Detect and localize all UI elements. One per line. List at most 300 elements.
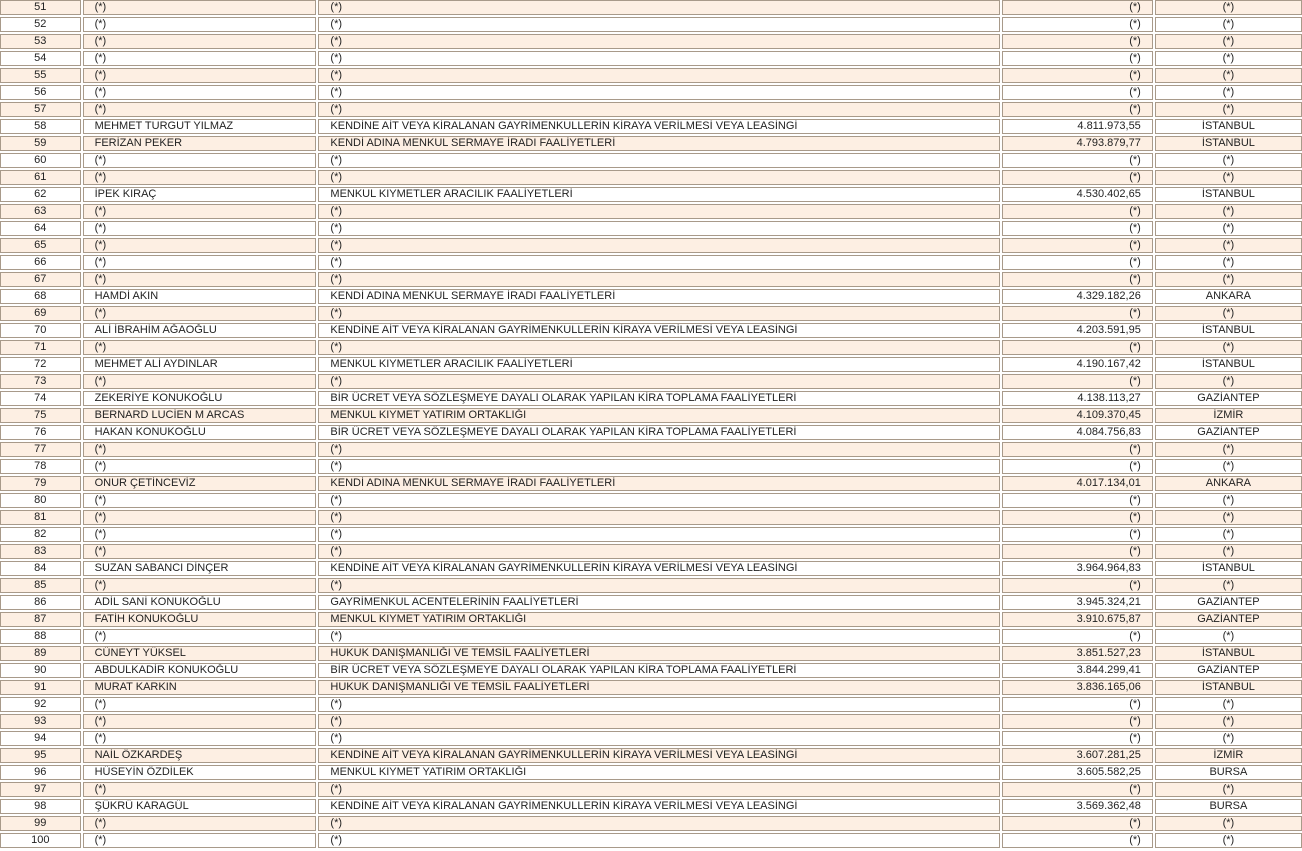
activity-cell: (*) xyxy=(318,255,999,270)
amount-cell: (*) xyxy=(1002,697,1153,712)
taxpayer-name-cell: (*) xyxy=(83,714,317,729)
activity-cell: MENKUL KIYMETLER ARACILIK FAALİYETLERİ xyxy=(318,357,999,372)
table-row xyxy=(0,697,1302,712)
city-cell: (*) xyxy=(1155,238,1302,253)
row-number-cell: 82 xyxy=(0,527,81,542)
taxpayer-name-cell: (*) xyxy=(83,17,317,32)
activity-cell: (*) xyxy=(318,493,999,508)
taxpayer-name-cell: (*) xyxy=(83,255,317,270)
activity-cell: BİR ÜCRET VEYA SÖZLEŞMEYE DAYALI OLARAK YAPILAN KİRA TOPLAMA FAALİYETLERİ xyxy=(318,391,999,406)
row-number-cell: 95 xyxy=(0,748,81,763)
city-cell: (*) xyxy=(1155,833,1302,848)
row-number-cell: 98 xyxy=(0,799,81,814)
amount-cell: (*) xyxy=(1002,17,1153,32)
row-number-cell: 83 xyxy=(0,544,81,559)
taxpayer-name-cell: (*) xyxy=(83,51,317,66)
amount-cell: 4.017.134,01 xyxy=(1002,476,1153,491)
taxpayer-name-cell: ZEKERİYE KONUKOĞLU xyxy=(83,391,317,406)
table-row xyxy=(0,561,1302,576)
taxpayer-name-cell: ABDULKADİR KONUKOĞLU xyxy=(83,663,317,678)
amount-cell: (*) xyxy=(1002,493,1153,508)
row-number-cell: 57 xyxy=(0,102,81,117)
row-number-cell: 53 xyxy=(0,34,81,49)
taxpayer-name-cell: (*) xyxy=(83,510,317,525)
taxpayer-name-cell: (*) xyxy=(83,442,317,457)
activity-cell: (*) xyxy=(318,578,999,593)
table-row xyxy=(0,408,1302,423)
activity-cell: (*) xyxy=(318,170,999,185)
city-cell: İZMİR xyxy=(1155,748,1302,763)
row-number-cell: 87 xyxy=(0,612,81,627)
activity-cell: MENKUL KIYMET YATIRIM ORTAKLIĞI xyxy=(318,408,999,423)
table-row xyxy=(0,357,1302,372)
city-cell: (*) xyxy=(1155,153,1302,168)
activity-cell: KENDİNE AİT VEYA KİRALANAN GAYRİMENKULLERİN KİRAYA VERİLMESİ VEYA LEASİNGİ xyxy=(318,323,999,338)
city-cell: İSTANBUL xyxy=(1155,187,1302,202)
taxpayer-name-cell: (*) xyxy=(83,527,317,542)
taxpayer-name-cell: (*) xyxy=(83,85,317,100)
taxpayer-name-cell: ADİL SANİ KONUKOĞLU xyxy=(83,595,317,610)
amount-cell: 4.793.879,77 xyxy=(1002,136,1153,151)
city-cell: ANKARA xyxy=(1155,289,1302,304)
table-row xyxy=(0,170,1302,185)
city-cell: (*) xyxy=(1155,221,1302,236)
row-number-cell: 76 xyxy=(0,425,81,440)
taxpayer-name-cell: (*) xyxy=(83,833,317,848)
amount-cell: (*) xyxy=(1002,714,1153,729)
row-number-cell: 84 xyxy=(0,561,81,576)
table-row xyxy=(0,578,1302,593)
table-row xyxy=(0,544,1302,559)
amount-cell: 3.945.324,21 xyxy=(1002,595,1153,610)
table-row xyxy=(0,833,1302,848)
city-cell: (*) xyxy=(1155,34,1302,49)
table-row xyxy=(0,816,1302,831)
table-row xyxy=(0,476,1302,491)
row-number-cell: 60 xyxy=(0,153,81,168)
amount-cell: (*) xyxy=(1002,0,1153,15)
taxpayer-name-cell: (*) xyxy=(83,697,317,712)
taxpayer-name-cell: (*) xyxy=(83,0,317,15)
taxpayer-name-cell: NAİL ÖZKARDEŞ xyxy=(83,748,317,763)
amount-cell: (*) xyxy=(1002,527,1153,542)
amount-cell: 3.851.527,23 xyxy=(1002,646,1153,661)
amount-cell: (*) xyxy=(1002,170,1153,185)
city-cell: GAZİANTEP xyxy=(1155,391,1302,406)
city-cell: (*) xyxy=(1155,527,1302,542)
row-number-cell: 81 xyxy=(0,510,81,525)
taxpayer-name-cell: (*) xyxy=(83,34,317,49)
table-row xyxy=(0,238,1302,253)
city-cell: (*) xyxy=(1155,255,1302,270)
activity-cell: (*) xyxy=(318,51,999,66)
city-cell: (*) xyxy=(1155,442,1302,457)
taxpayer-name-cell: ALİ İBRAHİM AĞAOĞLU xyxy=(83,323,317,338)
activity-cell: (*) xyxy=(318,340,999,355)
city-cell: (*) xyxy=(1155,17,1302,32)
table-row xyxy=(0,17,1302,32)
city-cell: (*) xyxy=(1155,374,1302,389)
table-row xyxy=(0,51,1302,66)
activity-cell: (*) xyxy=(318,0,999,15)
amount-cell: 4.811.973,55 xyxy=(1002,119,1153,134)
activity-cell: KENDİNE AİT VEYA KİRALANAN GAYRİMENKULLERİN KİRAYA VERİLMESİ VEYA LEASİNGİ xyxy=(318,799,999,814)
amount-cell: 3.844.299,41 xyxy=(1002,663,1153,678)
table-row xyxy=(0,187,1302,202)
amount-cell: (*) xyxy=(1002,578,1153,593)
table-row xyxy=(0,391,1302,406)
row-number-cell: 64 xyxy=(0,221,81,236)
amount-cell: 4.109.370,45 xyxy=(1002,408,1153,423)
row-number-cell: 78 xyxy=(0,459,81,474)
table-row xyxy=(0,765,1302,780)
activity-cell: (*) xyxy=(318,782,999,797)
row-number-cell: 86 xyxy=(0,595,81,610)
table-row xyxy=(0,493,1302,508)
table-row xyxy=(0,68,1302,83)
activity-cell: KENDİNE AİT VEYA KİRALANAN GAYRİMENKULLERİN KİRAYA VERİLMESİ VEYA LEASİNGİ xyxy=(318,119,999,134)
city-cell: (*) xyxy=(1155,68,1302,83)
city-cell: (*) xyxy=(1155,714,1302,729)
city-cell: GAZİANTEP xyxy=(1155,595,1302,610)
city-cell: GAZİANTEP xyxy=(1155,663,1302,678)
amount-cell: 4.084.756,83 xyxy=(1002,425,1153,440)
table-row xyxy=(0,714,1302,729)
table-row xyxy=(0,782,1302,797)
amount-cell: 4.203.591,95 xyxy=(1002,323,1153,338)
activity-cell: GAYRİMENKUL ACENTELERİNİN FAALİYETLERİ xyxy=(318,595,999,610)
row-number-cell: 66 xyxy=(0,255,81,270)
table-row xyxy=(0,595,1302,610)
activity-cell: (*) xyxy=(318,34,999,49)
row-number-cell: 67 xyxy=(0,272,81,287)
table-row xyxy=(0,255,1302,270)
activity-cell: (*) xyxy=(318,544,999,559)
row-number-cell: 97 xyxy=(0,782,81,797)
amount-cell: 3.910.675,87 xyxy=(1002,612,1153,627)
activity-cell: (*) xyxy=(318,833,999,848)
table-row xyxy=(0,731,1302,746)
table-row xyxy=(0,221,1302,236)
activity-cell: (*) xyxy=(318,153,999,168)
taxpayer-name-cell: ONUR ÇETİNCEVİZ xyxy=(83,476,317,491)
city-cell: (*) xyxy=(1155,459,1302,474)
activity-cell: (*) xyxy=(318,17,999,32)
table-row xyxy=(0,799,1302,814)
row-number-cell: 77 xyxy=(0,442,81,457)
amount-cell: (*) xyxy=(1002,238,1153,253)
city-cell: (*) xyxy=(1155,0,1302,15)
amount-cell: (*) xyxy=(1002,510,1153,525)
amount-cell: (*) xyxy=(1002,68,1153,83)
city-cell: (*) xyxy=(1155,340,1302,355)
table-row xyxy=(0,646,1302,661)
city-cell: (*) xyxy=(1155,272,1302,287)
row-number-cell: 56 xyxy=(0,85,81,100)
amount-cell: (*) xyxy=(1002,731,1153,746)
row-number-cell: 72 xyxy=(0,357,81,372)
amount-cell: (*) xyxy=(1002,306,1153,321)
activity-cell: (*) xyxy=(318,629,999,644)
city-cell: (*) xyxy=(1155,493,1302,508)
taxpayer-name-cell: (*) xyxy=(83,68,317,83)
taxpayer-name-cell: FATİH KONUKOĞLU xyxy=(83,612,317,627)
row-number-cell: 51 xyxy=(0,0,81,15)
table-row xyxy=(0,85,1302,100)
table-row xyxy=(0,510,1302,525)
city-cell: (*) xyxy=(1155,629,1302,644)
row-number-cell: 68 xyxy=(0,289,81,304)
row-number-cell: 63 xyxy=(0,204,81,219)
row-number-cell: 55 xyxy=(0,68,81,83)
row-number-cell: 65 xyxy=(0,238,81,253)
city-cell: (*) xyxy=(1155,102,1302,117)
activity-cell: (*) xyxy=(318,816,999,831)
activity-cell: (*) xyxy=(318,459,999,474)
taxpayer-name-cell: (*) xyxy=(83,816,317,831)
city-cell: İSTANBUL xyxy=(1155,646,1302,661)
activity-cell: (*) xyxy=(318,510,999,525)
row-number-cell: 89 xyxy=(0,646,81,661)
city-cell: ANKARA xyxy=(1155,476,1302,491)
activity-cell: MENKUL KIYMET YATIRIM ORTAKLIĞI xyxy=(318,612,999,627)
taxpayer-name-cell: (*) xyxy=(83,238,317,253)
table-row xyxy=(0,153,1302,168)
taxpayer-name-cell: MEHMET TURGUT YILMAZ xyxy=(83,119,317,134)
amount-cell: 3.607.281,25 xyxy=(1002,748,1153,763)
table-row xyxy=(0,119,1302,134)
row-number-cell: 59 xyxy=(0,136,81,151)
city-cell: (*) xyxy=(1155,816,1302,831)
table-row xyxy=(0,340,1302,355)
amount-cell: (*) xyxy=(1002,833,1153,848)
table-row xyxy=(0,34,1302,49)
table-row xyxy=(0,425,1302,440)
table-row xyxy=(0,527,1302,542)
taxpayer-name-cell: (*) xyxy=(83,204,317,219)
taxpayer-name-cell: (*) xyxy=(83,731,317,746)
row-number-cell: 70 xyxy=(0,323,81,338)
activity-cell: (*) xyxy=(318,204,999,219)
city-cell: (*) xyxy=(1155,697,1302,712)
activity-cell: (*) xyxy=(318,374,999,389)
city-cell: BURSA xyxy=(1155,765,1302,780)
taxpayer-name-cell: İPEK KIRAÇ xyxy=(83,187,317,202)
taxpayer-name-cell: (*) xyxy=(83,170,317,185)
taxpayer-name-cell: (*) xyxy=(83,221,317,236)
amount-cell: (*) xyxy=(1002,153,1153,168)
taxpayer-name-cell: (*) xyxy=(83,102,317,117)
activity-cell: (*) xyxy=(318,238,999,253)
activity-cell: BİR ÜCRET VEYA SÖZLEŞMEYE DAYALI OLARAK YAPILAN KİRA TOPLAMA FAALİYETLERİ xyxy=(318,663,999,678)
amount-cell: (*) xyxy=(1002,374,1153,389)
row-number-cell: 61 xyxy=(0,170,81,185)
row-number-cell: 54 xyxy=(0,51,81,66)
city-cell: (*) xyxy=(1155,204,1302,219)
table-row xyxy=(0,374,1302,389)
activity-cell: (*) xyxy=(318,68,999,83)
amount-cell: (*) xyxy=(1002,340,1153,355)
table-row xyxy=(0,136,1302,151)
city-cell: GAZİANTEP xyxy=(1155,612,1302,627)
taxpayer-name-cell: SUZAN SABANCI DİNÇER xyxy=(83,561,317,576)
city-cell: (*) xyxy=(1155,510,1302,525)
activity-cell: HUKUK DANIŞMANLIĞI VE TEMSİL FAALİYETLERİ xyxy=(318,646,999,661)
city-cell: (*) xyxy=(1155,731,1302,746)
city-cell: İSTANBUL xyxy=(1155,680,1302,695)
amount-cell: (*) xyxy=(1002,782,1153,797)
taxpayer-name-cell: (*) xyxy=(83,153,317,168)
row-number-cell: 94 xyxy=(0,731,81,746)
taxpayer-name-cell: (*) xyxy=(83,544,317,559)
activity-cell: (*) xyxy=(318,697,999,712)
activity-cell: (*) xyxy=(318,442,999,457)
amount-cell: (*) xyxy=(1002,816,1153,831)
activity-cell: KENDİ ADINA MENKUL SERMAYE İRADI FAALİYETLERİ xyxy=(318,476,999,491)
amount-cell: (*) xyxy=(1002,272,1153,287)
activity-cell: MENKUL KIYMETLER ARACILIK FAALİYETLERİ xyxy=(318,187,999,202)
activity-cell: KENDİ ADINA MENKUL SERMAYE İRADI FAALİYETLERİ xyxy=(318,136,999,151)
table-row xyxy=(0,612,1302,627)
row-number-cell: 85 xyxy=(0,578,81,593)
row-number-cell: 75 xyxy=(0,408,81,423)
activity-cell: (*) xyxy=(318,714,999,729)
activity-cell: (*) xyxy=(318,272,999,287)
activity-cell: (*) xyxy=(318,85,999,100)
city-cell: (*) xyxy=(1155,85,1302,100)
row-number-cell: 71 xyxy=(0,340,81,355)
amount-cell: (*) xyxy=(1002,204,1153,219)
activity-cell: BİR ÜCRET VEYA SÖZLEŞMEYE DAYALI OLARAK YAPILAN KİRA TOPLAMA FAALİYETLERİ xyxy=(318,425,999,440)
row-number-cell: 92 xyxy=(0,697,81,712)
taxpayer-name-cell: BERNARD LUCİEN M ARCAS xyxy=(83,408,317,423)
taxpayer-name-cell: (*) xyxy=(83,340,317,355)
table-row xyxy=(0,459,1302,474)
city-cell: (*) xyxy=(1155,544,1302,559)
row-number-cell: 99 xyxy=(0,816,81,831)
city-cell: İZMİR xyxy=(1155,408,1302,423)
activity-cell: KENDİNE AİT VEYA KİRALANAN GAYRİMENKULLERİN KİRAYA VERİLMESİ VEYA LEASİNGİ xyxy=(318,561,999,576)
amount-cell: 4.329.182,26 xyxy=(1002,289,1153,304)
city-cell: İSTANBUL xyxy=(1155,119,1302,134)
row-number-cell: 96 xyxy=(0,765,81,780)
table-row xyxy=(0,663,1302,678)
taxpayer-name-cell: ŞÜKRÜ KARAGÜL xyxy=(83,799,317,814)
activity-cell: (*) xyxy=(318,306,999,321)
table-row xyxy=(0,289,1302,304)
city-cell: (*) xyxy=(1155,170,1302,185)
amount-cell: (*) xyxy=(1002,544,1153,559)
row-number-cell: 79 xyxy=(0,476,81,491)
row-number-cell: 90 xyxy=(0,663,81,678)
amount-cell: (*) xyxy=(1002,459,1153,474)
row-number-cell: 88 xyxy=(0,629,81,644)
taxpayer-name-cell: (*) xyxy=(83,578,317,593)
table-row xyxy=(0,680,1302,695)
row-number-cell: 100 xyxy=(0,833,81,848)
city-cell: (*) xyxy=(1155,578,1302,593)
city-cell: (*) xyxy=(1155,51,1302,66)
taxpayer-name-cell: MEHMET ALİ AYDINLAR xyxy=(83,357,317,372)
row-number-cell: 52 xyxy=(0,17,81,32)
taxpayer-name-cell: HÜSEYİN ÖZDİLEK xyxy=(83,765,317,780)
taxpayer-name-cell: (*) xyxy=(83,493,317,508)
taxpayer-name-cell: (*) xyxy=(83,782,317,797)
taxpayer-name-cell: HAKAN KONUKOĞLU xyxy=(83,425,317,440)
activity-cell: KENDİNE AİT VEYA KİRALANAN GAYRİMENKULLERİN KİRAYA VERİLMESİ VEYA LEASİNGİ xyxy=(318,748,999,763)
row-number-cell: 93 xyxy=(0,714,81,729)
taxpayer-name-cell: (*) xyxy=(83,306,317,321)
taxpayer-name-cell: (*) xyxy=(83,459,317,474)
taxpayer-name-cell: FERİZAN PEKER xyxy=(83,136,317,151)
city-cell: GAZİANTEP xyxy=(1155,425,1302,440)
row-number-cell: 74 xyxy=(0,391,81,406)
amount-cell: 3.605.582,25 xyxy=(1002,765,1153,780)
table-row xyxy=(0,0,1302,15)
amount-cell: (*) xyxy=(1002,629,1153,644)
amount-cell: (*) xyxy=(1002,255,1153,270)
table-row xyxy=(0,442,1302,457)
amount-cell: 3.836.165,06 xyxy=(1002,680,1153,695)
taxpayer-name-cell: (*) xyxy=(83,629,317,644)
taxpayer-name-cell: CÜNEYT YÜKSEL xyxy=(83,646,317,661)
row-number-cell: 69 xyxy=(0,306,81,321)
amount-cell: 3.964.964,83 xyxy=(1002,561,1153,576)
activity-cell: (*) xyxy=(318,731,999,746)
table-row xyxy=(0,204,1302,219)
taxpayer-name-cell: MURAT KARKIN xyxy=(83,680,317,695)
amount-cell: (*) xyxy=(1002,102,1153,117)
taxpayer-name-cell: HAMDİ AKIN xyxy=(83,289,317,304)
row-number-cell: 58 xyxy=(0,119,81,134)
activity-cell: MENKUL KIYMET YATIRIM ORTAKLIĞI xyxy=(318,765,999,780)
activity-cell: (*) xyxy=(318,221,999,236)
amount-cell: 4.190.167,42 xyxy=(1002,357,1153,372)
activity-cell: KENDİ ADINA MENKUL SERMAYE İRADI FAALİYETLERİ xyxy=(318,289,999,304)
amount-cell: (*) xyxy=(1002,51,1153,66)
amount-cell: (*) xyxy=(1002,221,1153,236)
table-row xyxy=(0,306,1302,321)
city-cell: İSTANBUL xyxy=(1155,136,1302,151)
city-cell: İSTANBUL xyxy=(1155,323,1302,338)
row-number-cell: 91 xyxy=(0,680,81,695)
table-row xyxy=(0,323,1302,338)
activity-cell: HUKUK DANIŞMANLIĞI VE TEMSİL FAALİYETLERİ xyxy=(318,680,999,695)
amount-cell: 4.530.402,65 xyxy=(1002,187,1153,202)
table-row xyxy=(0,748,1302,763)
row-number-cell: 73 xyxy=(0,374,81,389)
amount-cell: (*) xyxy=(1002,34,1153,49)
table-row xyxy=(0,272,1302,287)
row-number-cell: 80 xyxy=(0,493,81,508)
amount-cell: 3.569.362,48 xyxy=(1002,799,1153,814)
city-cell: İSTANBUL xyxy=(1155,357,1302,372)
taxpayer-name-cell: (*) xyxy=(83,272,317,287)
city-cell: BURSA xyxy=(1155,799,1302,814)
amount-cell: 4.138.113,27 xyxy=(1002,391,1153,406)
amount-cell: (*) xyxy=(1002,442,1153,457)
activity-cell: (*) xyxy=(318,527,999,542)
city-cell: (*) xyxy=(1155,782,1302,797)
activity-cell: (*) xyxy=(318,102,999,117)
city-cell: İSTANBUL xyxy=(1155,561,1302,576)
row-number-cell: 62 xyxy=(0,187,81,202)
table-row xyxy=(0,102,1302,117)
city-cell: (*) xyxy=(1155,306,1302,321)
table-row xyxy=(0,629,1302,644)
taxpayer-name-cell: (*) xyxy=(83,374,317,389)
amount-cell: (*) xyxy=(1002,85,1153,100)
